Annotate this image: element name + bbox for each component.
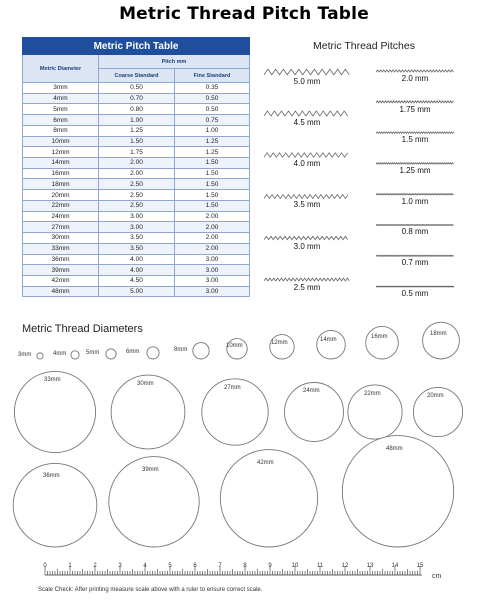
cell-coarse: 4.50 [99,275,175,286]
diameter-circle [106,349,116,359]
cell-diameter: 18mm [23,179,99,190]
cell-diameter: 14mm [23,158,99,169]
pitch-label: 0.5 mm [401,289,429,298]
cell-diameter: 30mm [23,233,99,244]
ruler-number: 11 [316,563,324,569]
pitch-label: 1.0 mm [401,196,429,206]
ruler-number: 8 [243,563,247,569]
diameter-label: 20mm [427,393,444,400]
diameter-circle [37,353,43,359]
pitch-label: 1.5 mm [401,135,429,145]
cell-fine: 3.00 [175,265,250,276]
diameter-label: 12mm [271,340,288,347]
cell-coarse: 1.50 [99,136,175,147]
cell-diameter: 24mm [23,211,99,222]
cell-fine: 1.50 [175,158,250,169]
pitch-label: 3.0 mm [293,241,321,251]
diameter-label: 5mm [86,349,100,356]
diameter-label: 6mm [126,348,140,355]
cell-fine: 3.00 [175,275,250,286]
pitch-label: 4.5 mm [293,117,321,127]
cell-diameter: 16mm [23,168,99,179]
pitches-title: Metric Thread Pitches [313,40,415,52]
diameter-circle [71,351,79,359]
cell-coarse: 0.80 [99,104,175,115]
cell-diameter: 48mm [23,286,99,297]
pitch-label: 0.8 mm [401,227,429,237]
cell-diameter: 12mm [23,147,99,158]
cell-coarse: 0.50 [99,83,175,94]
cell-fine: 0.50 [175,93,250,104]
cell-fine: 0.75 [175,115,250,126]
ruler-number: 3 [118,563,122,569]
col-header-diameter: Metric Diameter [23,55,99,83]
pitch-label: 1.75 mm [399,104,431,114]
cell-coarse: 1.75 [99,147,175,158]
cell-fine: 0.35 [175,83,250,94]
cell-coarse: 3.50 [99,233,175,244]
pitch-label: 4.0 mm [293,159,321,169]
cell-coarse: 4.00 [99,254,175,265]
diameter-label: 8mm [174,346,188,353]
ruler-number: 5 [168,563,172,569]
cell-coarse: 2.50 [99,179,175,190]
diameter-label: 16mm [371,333,388,340]
col-header-coarse: Coarse Standard [99,69,175,83]
cell-fine: 0.50 [175,104,250,115]
cell-coarse: 2.00 [99,158,175,169]
cell-diameter: 39mm [23,265,99,276]
cell-fine: 1.00 [175,125,250,136]
cell-coarse: 2.50 [99,190,175,201]
diameter-label: 3mm [18,351,32,358]
cell-fine: 2.00 [175,211,250,222]
ruler-number: 10 [291,563,299,569]
ruler-number: 0 [43,563,47,569]
cell-diameter: 4mm [23,93,99,104]
diameter-label: 18mm [430,330,447,337]
cell-coarse: 2.50 [99,200,175,211]
cell-coarse: 3.00 [99,222,175,233]
pitch-label: 1.25 mm [399,166,431,176]
cell-diameter: 6mm [23,115,99,126]
diameter-label: 33mm [44,377,61,384]
cell-coarse: 0.70 [99,93,175,104]
pitch-label: 0.7 mm [401,258,429,268]
cell-fine: 1.25 [175,147,250,158]
ruler-number: 13 [366,563,374,569]
diameter-circle [14,371,95,452]
diameter-label: 4mm [53,350,67,357]
cell-diameter: 42mm [23,275,99,286]
diameter-label: 30mm [137,381,154,388]
cell-fine: 2.00 [175,222,250,233]
col-header-fine: Fine Standard [175,69,250,83]
diameter-label: 39mm [142,466,159,473]
cell-fine: 1.50 [175,179,250,190]
cell-diameter: 27mm [23,222,99,233]
pitch-label: 5.0 mm [293,76,321,86]
cell-diameter: 10mm [23,136,99,147]
diameter-label: 22mm [364,390,381,397]
diameter-label: 48mm [386,445,403,452]
cell-fine: 1.50 [175,200,250,211]
cell-coarse: 3.50 [99,243,175,254]
ruler-number: 1 [68,563,72,569]
diameter-circle [366,326,399,359]
diameter-circle [147,347,159,359]
cell-coarse: 2.00 [99,168,175,179]
cell-diameter: 36mm [23,254,99,265]
cell-diameter: 22mm [23,200,99,211]
pitch-label: 3.5 mm [293,200,321,210]
cell-diameter: 20mm [23,190,99,201]
cell-fine: 1.50 [175,168,250,179]
ruler-number: 15 [416,563,424,569]
cell-diameter: 33mm [23,243,99,254]
cell-fine: 3.00 [175,254,250,265]
diameter-circle [423,322,460,359]
diameter-label: 24mm [303,388,320,395]
diameter-circle [342,436,453,547]
ruler-number: 4 [143,563,147,569]
cell-diameter: 5mm [23,104,99,115]
scale-check-note: Scale Check: After printing measure scale above with a ruler to ensure correct scale. [38,587,263,593]
cell-fine: 1.50 [175,190,250,201]
col-header-pitch-group: Pitch mm [99,55,250,69]
diameters-title: Metric Thread Diameters [22,323,143,335]
pitch-label: 2.0 mm [401,74,429,84]
ruler-number: 6 [193,563,197,569]
cell-fine: 3.00 [175,286,250,297]
cell-fine: 2.00 [175,233,250,244]
pitch-label: 2.5 mm [293,282,321,292]
diameter-circle [317,330,346,359]
diameter-label: 36mm [43,473,60,480]
cell-fine: 1.25 [175,136,250,147]
ruler-number: 2 [93,563,97,569]
diameter-label: 14mm [320,336,337,343]
diameter-circle [193,343,209,359]
cell-coarse: 1.25 [99,125,175,136]
diameter-circle [270,335,294,359]
cell-diameter: 8mm [23,125,99,136]
diameter-label: 42mm [257,459,274,466]
cell-coarse: 5.00 [99,286,175,297]
cell-coarse: 3.00 [99,211,175,222]
ruler-number: 9 [268,563,272,569]
table-caption: Metric Pitch Table [23,38,250,55]
cell-coarse: 4.00 [99,265,175,276]
diameter-label: 10mm [226,343,243,350]
ruler-number: 7 [218,563,222,569]
diameter-label: 27mm [224,384,241,391]
cell-diameter: 3mm [23,83,99,94]
ruler-number: 12 [341,563,349,569]
cell-fine: 2.00 [175,243,250,254]
ruler-number: 14 [391,563,399,569]
cell-coarse: 1.00 [99,115,175,126]
page-title: Metric Thread Pitch Table [119,4,369,24]
ruler-unit: cm [432,573,442,580]
